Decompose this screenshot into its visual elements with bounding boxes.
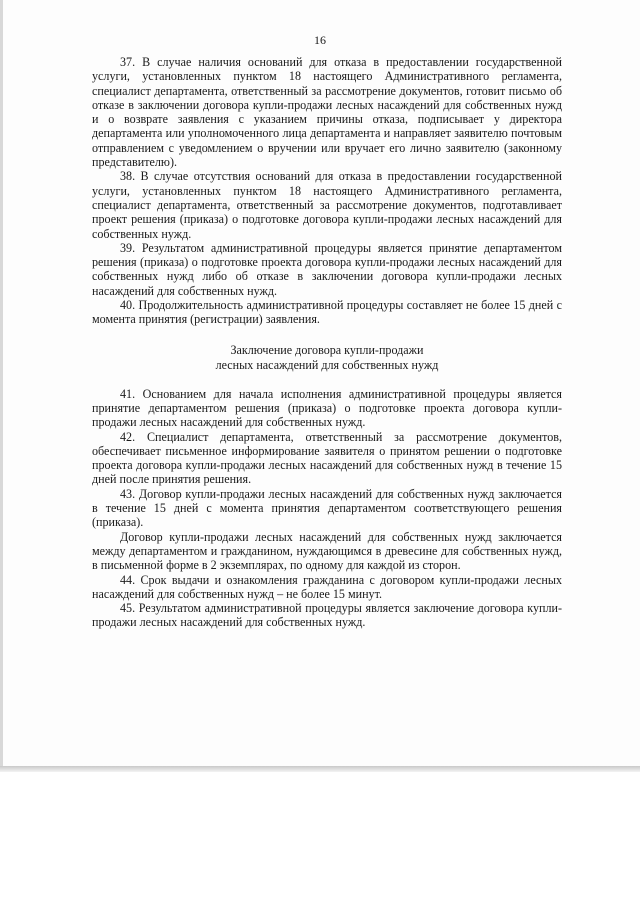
section-heading-line2: лесных насаждений для собственных нужд bbox=[215, 357, 439, 372]
document-body bbox=[92, 55, 562, 630]
scan-bottom-shadow bbox=[0, 766, 640, 772]
paragraph-38: 38. В случае отсутствия оснований для отказа в предоставлении государственной услуги, установленных пунктом 18 настоящего Административного регламента, специалист департамента, ответственный за рассмотрение документов, подготавливает проект решения (приказа) о подготовке договора купли-продажи лесных насаждений для собственных нужд. bbox=[92, 169, 562, 241]
paragraph-43: 43. Договор купли-продажи лесных насаждений для собственных нужд заключается в течение 15 дней с момента принятия департаментом соответствующего решения (приказа). bbox=[92, 486, 562, 530]
paragraph-45: 45. Результатом административной процедуры является заключение договора купли-продажи лесных насаждений для собственных нужд. bbox=[92, 601, 562, 630]
paragraph-41: 41. Основанием для начала исполнения административной процедуры является принятие департаментом решения (приказа) о подготовке проекта договора купли-продажи лесных насаждений для собственных нужд. bbox=[92, 386, 562, 430]
scan-edge bbox=[0, 0, 3, 768]
section-heading bbox=[92, 343, 562, 373]
paragraph-44: 44. Срок выдачи и ознакомления гражданина с договором купли-продажи лесных насаждений для собственных нужд – не более 15 минут. bbox=[92, 572, 562, 601]
paragraph-39: 39. Результатом административной процедуры является принятие департаментом решения (приказа) о подготовке проекта договора купли-продажи лесных насаждений для собственных нужд либо об отказе в заключении договора купли-продажи лесных насаждений для собственных нужд. bbox=[92, 240, 562, 298]
section-heading-line1: Заключение договора купли-продажи bbox=[230, 342, 424, 357]
paragraph-43-continued: Договор купли-продажи лесных насаждений для собственных нужд заключается между департаментом и гражданином, нуждающимся в древесине для собственных нужд, в письменной форме в 2 экземплярах, по одному для каждой из сторон. bbox=[92, 529, 562, 573]
paragraph-42: 42. Специалист департамента, ответственный за рассмотрение документов, обеспечивает письменное информирование заявителя о принятом решении о подготовке проекта договора купли-продажи лесных насаждений для собственных нужд в течение 15 дней после принятия решения. bbox=[92, 429, 562, 487]
paragraph-40: 40. Продолжительность административной процедуры составляет не более 15 дней с момента принятия (регистрации) заявления. bbox=[92, 298, 562, 327]
page-number: 16 bbox=[314, 33, 326, 47]
paragraph-37: 37. В случае наличия оснований для отказа в предоставлении государственной услуги, установленных пунктом 18 настоящего Административного регламента, специалист департамента, ответственный за рассмотрение документов, готовит письмо об отказе в заключении договора купли-продажи лесных насаждений для собственных нужд и о возврате заявления с указанием причины отказа, подписывает у директора департамента или уполномоченного лица департамента и направляет заявителю почтовым отправлением с уведомлением о вручении или вручает его лично заявителю (законному представителю). bbox=[92, 55, 562, 170]
